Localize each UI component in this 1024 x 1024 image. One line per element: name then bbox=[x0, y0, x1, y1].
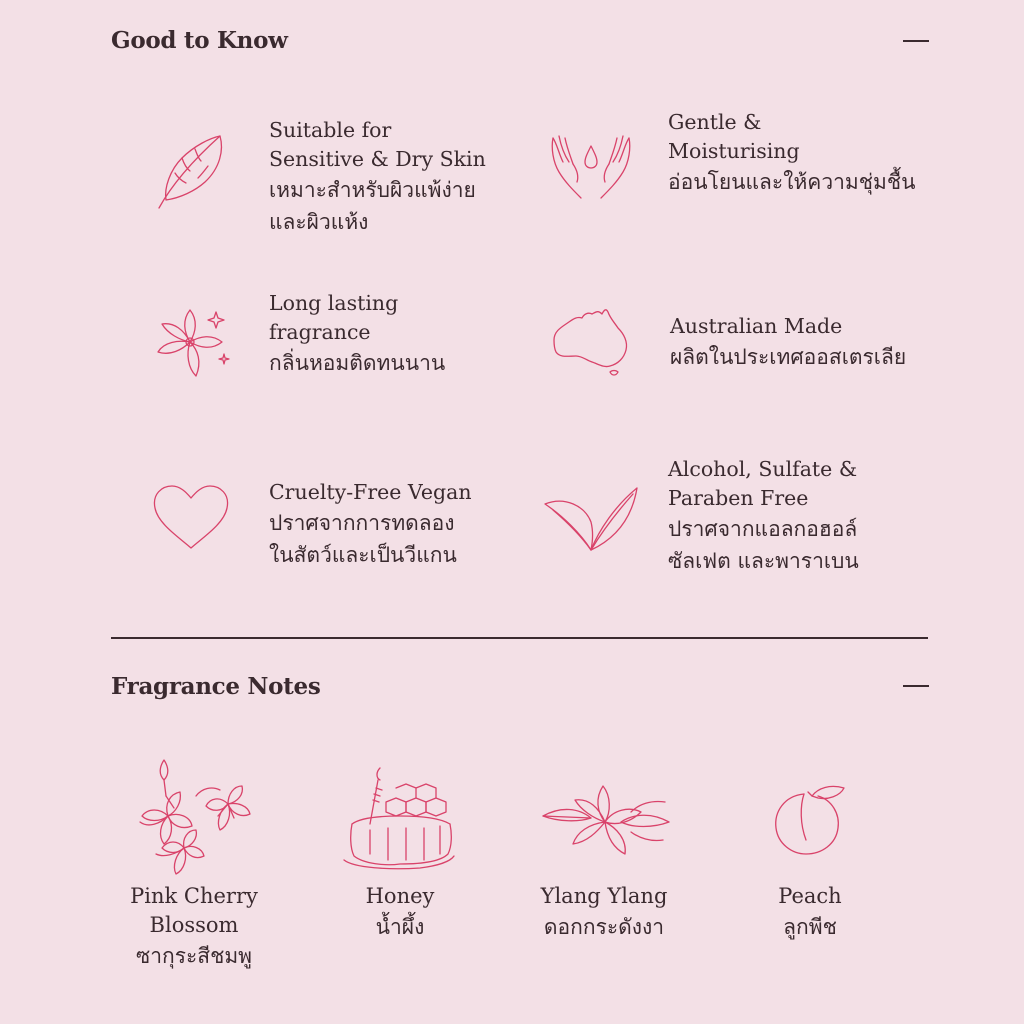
feature-australian-made bbox=[670, 312, 950, 373]
note-en-label: Pink Cherry Blossom bbox=[130, 884, 258, 937]
note-th-label: ดอกกระดังงา bbox=[543, 915, 665, 939]
feature-th-label: เหมาะสำหรับผิวแพ้ง่าย และผิวแห้ง bbox=[269, 178, 476, 234]
heart-icon bbox=[150, 482, 232, 552]
good-to-know-collapse-button[interactable] bbox=[903, 40, 929, 42]
feature-th-label: ปราศจากการทดลอง ในสัตว์และเป็นวีแกน bbox=[269, 511, 457, 567]
feature-th-label: กลิ่นหอมติดทนนาน bbox=[269, 351, 446, 375]
feature-gentle-moisturising bbox=[668, 108, 948, 198]
feature-en-label: Australian Made bbox=[670, 314, 843, 338]
section-divider bbox=[111, 637, 928, 639]
note-th-label: น้ำผึ้ง bbox=[375, 915, 425, 939]
feature-en-label: Long lasting fragrance bbox=[269, 291, 399, 344]
cherry-blossom-icon bbox=[134, 756, 258, 884]
note-en-label: Honey bbox=[365, 884, 435, 908]
honey-icon bbox=[340, 764, 458, 870]
fragrance-notes-collapse-button[interactable] bbox=[903, 685, 929, 687]
sparkle-flower-icon bbox=[150, 302, 234, 384]
feature-alcohol-sulfate-free bbox=[668, 455, 948, 577]
note-th-label: ซากุระสีชมพู bbox=[135, 944, 253, 968]
hands-drop-icon bbox=[545, 128, 637, 204]
note-ylang-ylang bbox=[514, 882, 694, 943]
note-honey bbox=[310, 882, 490, 943]
fragrance-notes-title: Fragrance Notes bbox=[111, 673, 321, 700]
australia-map-icon bbox=[550, 306, 630, 382]
note-en-label: Peach bbox=[778, 884, 842, 908]
note-th-label: ลูกพีช bbox=[783, 915, 837, 939]
leaves-icon bbox=[543, 482, 639, 554]
feature-long-lasting bbox=[269, 289, 549, 379]
note-pink-cherry-blossom bbox=[104, 882, 284, 972]
feature-th-label: ปราศจากแอลกอฮอล์ ซัลเฟต และพาราเบน bbox=[668, 517, 859, 573]
feature-en-label: Suitable for Sensitive & Dry Skin bbox=[269, 118, 486, 171]
feature-cruelty-free bbox=[269, 478, 549, 571]
peach-icon bbox=[770, 782, 850, 858]
feature-en-label: Gentle & Moisturising bbox=[668, 110, 800, 163]
note-peach bbox=[720, 882, 900, 943]
feature-en-label: Cruelty-Free Vegan bbox=[269, 480, 472, 504]
feature-en-label: Alcohol, Sulfate & Paraben Free bbox=[668, 457, 858, 510]
feather-icon bbox=[150, 128, 230, 212]
feature-th-label: ผลิตในประเทศออสเตรเลีย bbox=[670, 345, 907, 369]
ylang-ylang-icon bbox=[541, 782, 671, 858]
note-en-label: Ylang Ylang bbox=[540, 884, 668, 908]
feature-th-label: อ่อนโยนและให้ความชุ่มชื้น bbox=[668, 170, 916, 194]
good-to-know-title: Good to Know bbox=[111, 27, 288, 54]
feature-sensitive-skin bbox=[269, 116, 549, 238]
